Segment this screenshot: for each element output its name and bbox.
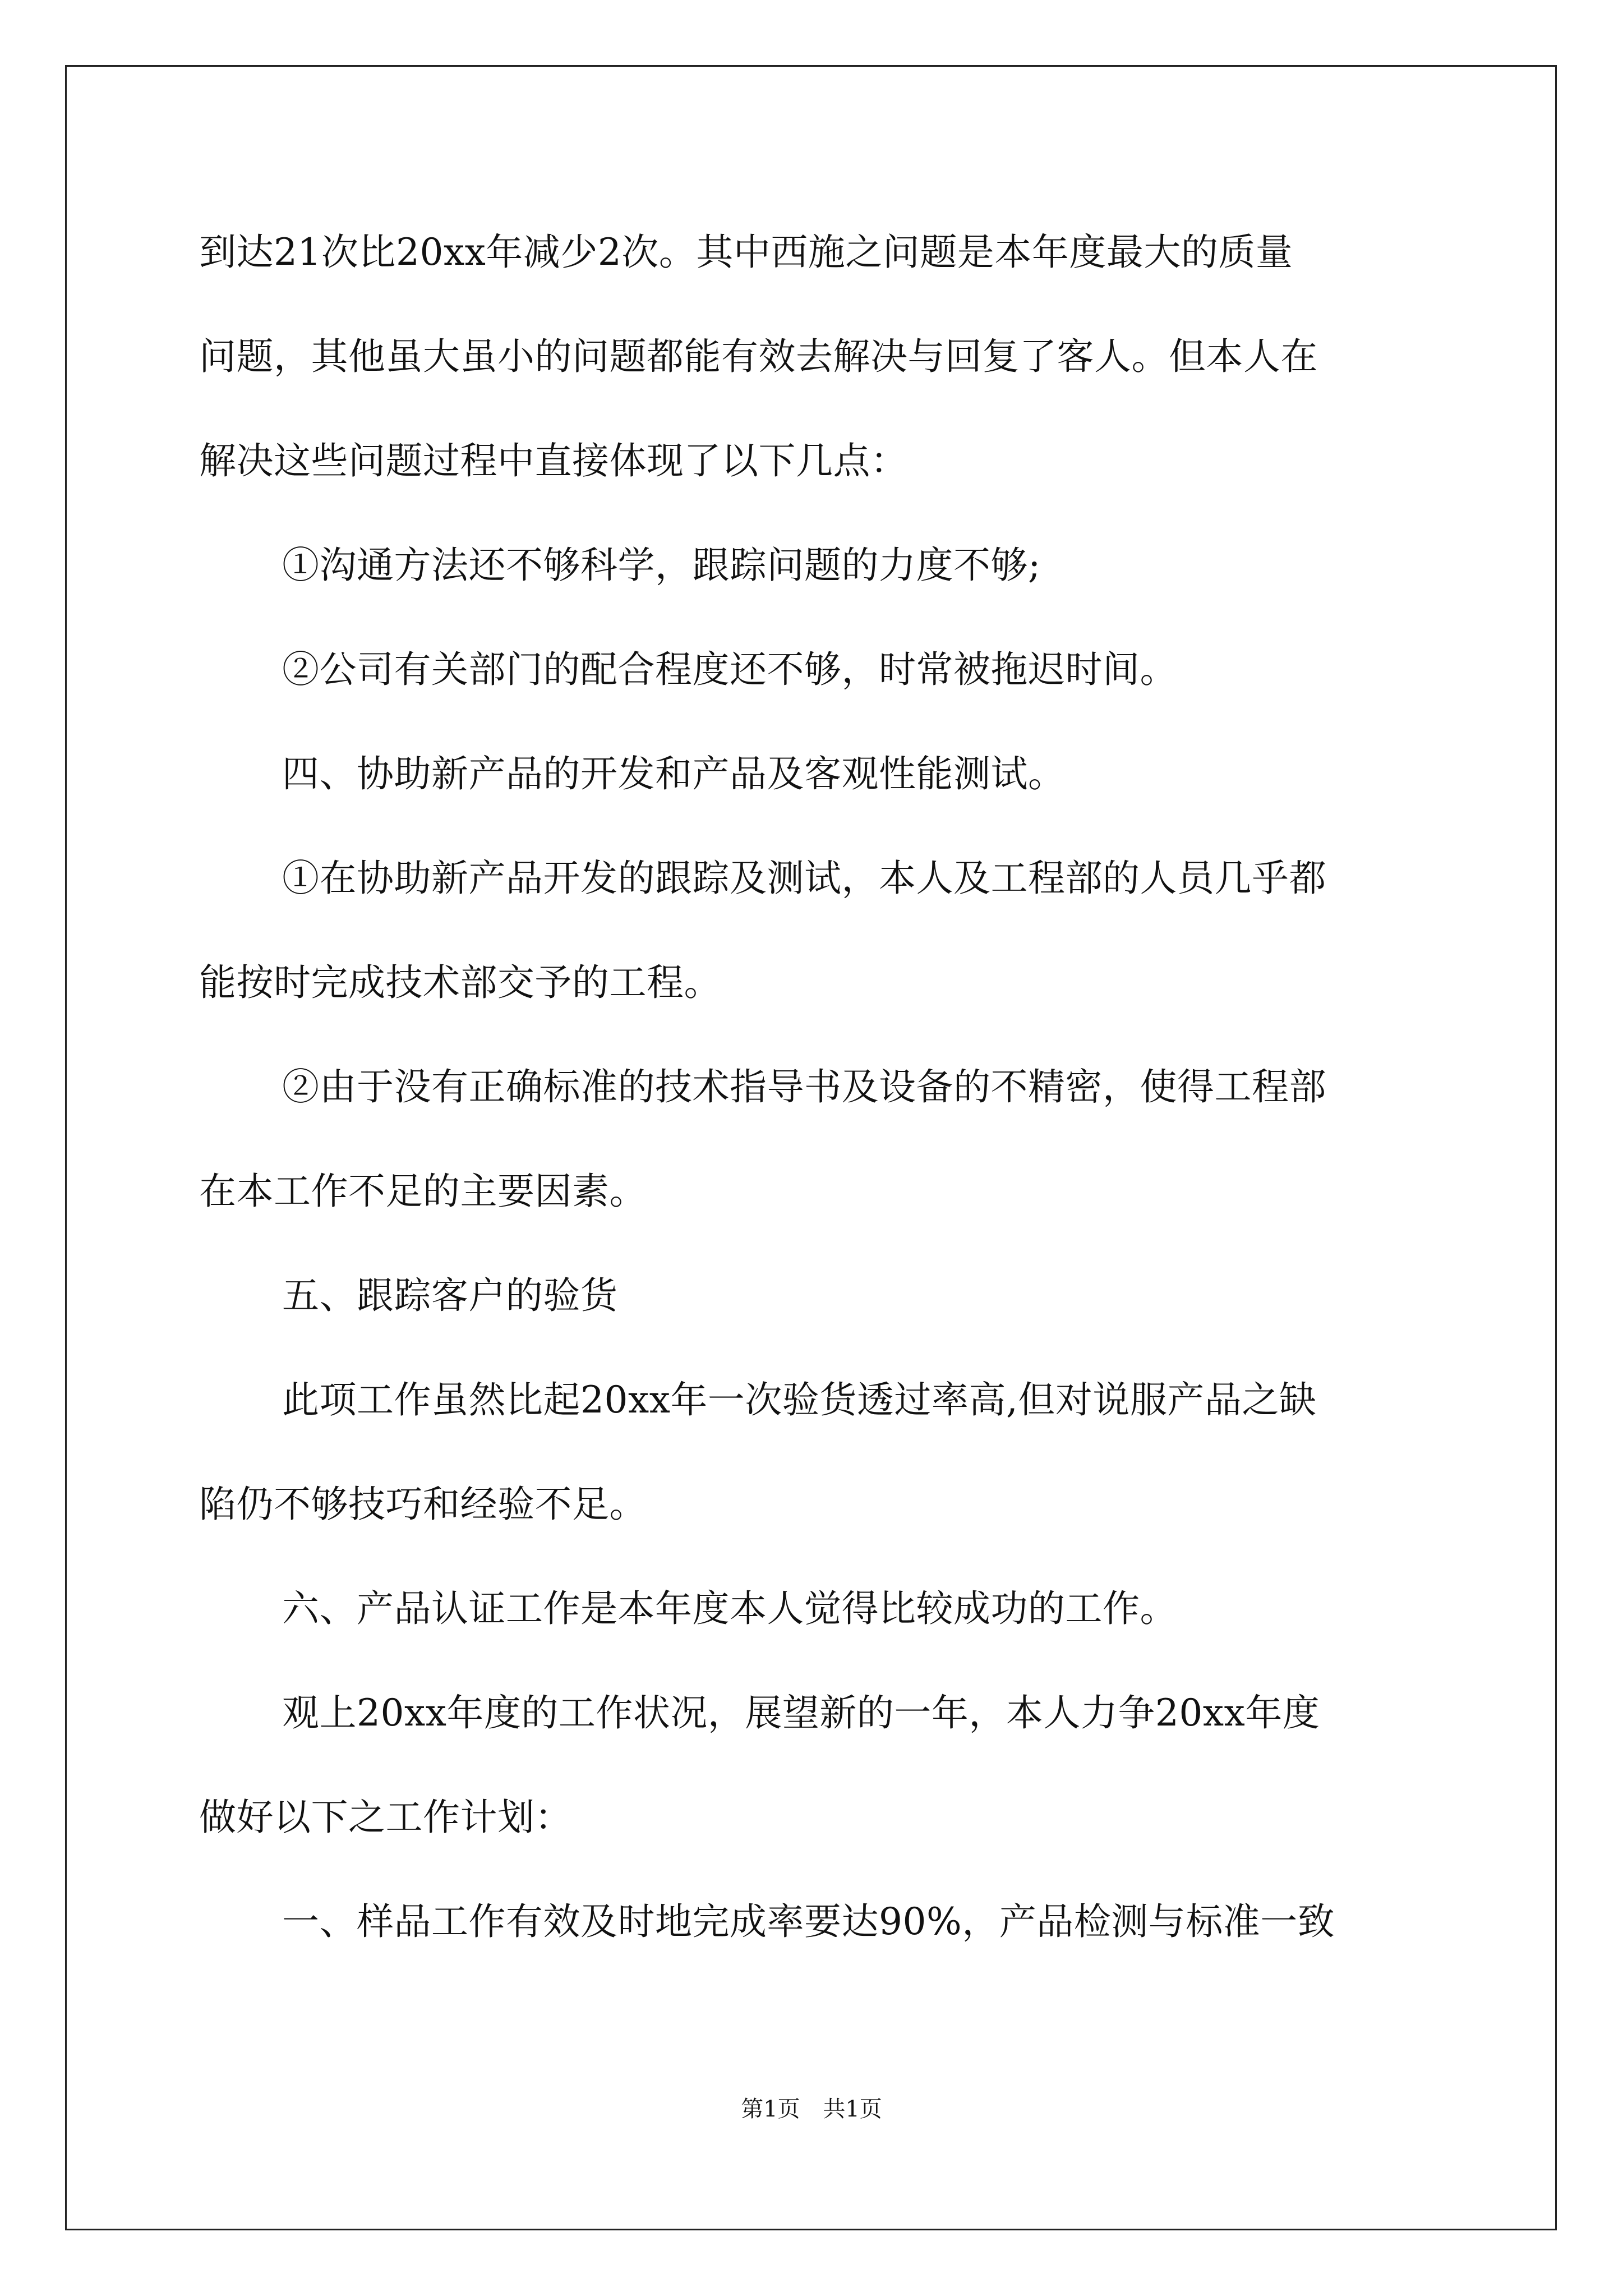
text-line: 做好以下之工作计划： xyxy=(199,1796,572,1839)
text-line: 问题，其他虽大虽小的问题都能有效去解决与回复了客人。但本人在 xyxy=(199,335,1318,378)
text-line: 能按时完成技术部交予的工程。 xyxy=(199,961,721,1004)
text-line: 一、样品工作有效及时地完成率要达90%，产品检测与标准一致 xyxy=(282,1900,1335,1943)
text-line: 陷仍不够技巧和经验不足。 xyxy=(199,1483,647,1526)
text-line: ②由于没有正确标准的技术指导书及设备的不精密，使得工程部 xyxy=(282,1065,1326,1108)
page-number: 第1页 xyxy=(741,2096,800,2122)
text-line: ②公司有关部门的配合程度还不够，时常被拖迟时间。 xyxy=(282,648,1177,691)
text-line: ①沟通方法还不够科学，跟踪问题的力度不够; xyxy=(282,544,1041,587)
text-line: 观上20xx年度的工作状况，展望新的一年，本人力争20xx年度 xyxy=(282,1691,1320,1734)
text-line: 此项工作虽然比起20xx年一次验货透过率高,但对说服产品之缺 xyxy=(282,1378,1317,1421)
text-line: ①在协助新产品开发的跟踪及测试，本人及工程部的人员几乎都 xyxy=(282,857,1326,900)
text-line: 解决这些问题过程中直接体现了以下几点： xyxy=(199,439,908,482)
section-heading: 五、跟踪客户的验货 xyxy=(282,1274,618,1317)
text-line: 到达21次比20xx年减少2次。其中西施之问题是本年度最大的质量 xyxy=(199,231,1293,274)
section-heading: 六、产品认证工作是本年度本人觉得比较成功的工作。 xyxy=(282,1587,1177,1630)
section-heading: 四、协助新产品的开发和产品及客观性能测试。 xyxy=(282,752,1066,795)
page-total: 共1页 xyxy=(823,2096,882,2122)
text-line: 在本工作不足的主要因素。 xyxy=(199,1170,647,1213)
page-footer xyxy=(0,2092,1623,2126)
